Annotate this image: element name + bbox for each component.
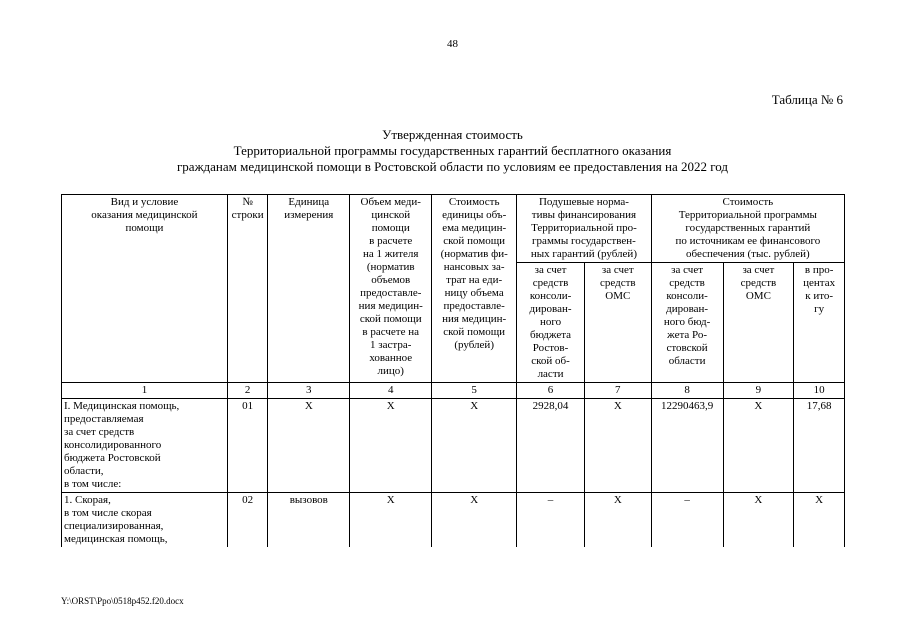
header-unit: Единица измерения xyxy=(268,195,350,383)
table-label: Таблица № 6 xyxy=(771,92,843,107)
file-path-footer: Y:\ORST\Ppo\0518p452.f20.docx xyxy=(61,596,184,606)
column-number: 2 xyxy=(227,383,267,399)
page-number: 48 xyxy=(447,38,458,50)
column-number: 6 xyxy=(517,383,585,399)
oms-cost-cell: X xyxy=(723,493,794,548)
header-row xyxy=(62,195,845,263)
title-line: гражданам медицинской помощи в Ростовской области по условиям ее предоставления на 2022 год xyxy=(176,159,729,174)
title-line: Территориальной программы государственных гарантий бесплатного оказания xyxy=(233,143,672,158)
column-number: 1 xyxy=(62,383,228,399)
oms-per-capita-cell: X xyxy=(584,493,651,548)
title-line: Утвержденная стоимость xyxy=(382,127,523,142)
header-volume: Объем меди- цинской помощи в расчете на 1 жителя (норматив объемов предоставле- ния медицин- ской помощи в расчете на 1 застра- хованное лицо) xyxy=(350,195,432,383)
unit-cell: вызовов xyxy=(268,493,350,548)
oms-per-capita-cell: X xyxy=(584,399,651,493)
header-percent-of-total: в про- центах к ито- гу xyxy=(794,263,845,383)
column-number: 7 xyxy=(584,383,651,399)
column-number: 9 xyxy=(723,383,794,399)
oms-cost-cell: X xyxy=(723,399,794,493)
unit-cost-cell: X xyxy=(432,493,517,548)
row-title: 1. Скорая, в том числе скорая специализированная, медицинская помощь, xyxy=(62,493,228,548)
header-regional-budget-per-capita: за счет средств консоли- дирован- ного бюджета Ростов- ской об- ласти xyxy=(517,263,585,383)
row-number-cell: 01 xyxy=(227,399,267,493)
volume-cell: X xyxy=(350,399,432,493)
cost-table xyxy=(61,194,845,547)
percent-cell: 17,68 xyxy=(794,399,845,493)
column-number: 8 xyxy=(651,383,723,399)
header-row-number: № строки xyxy=(227,195,267,383)
header-type-of-care: Вид и условие оказания медицинской помощи xyxy=(62,195,228,383)
regional-cost-cell: 12290463,9 xyxy=(651,399,723,493)
regional-cost-cell: – xyxy=(651,493,723,548)
header-oms-cost: за счет средств ОМС xyxy=(723,263,794,383)
column-number: 3 xyxy=(268,383,350,399)
unit-cell: X xyxy=(268,399,350,493)
regional-per-capita-cell: 2928,04 xyxy=(517,399,585,493)
header-regional-budget-cost: за счет средств консоли- дирован- ного бюд- жета Ро- стовской области xyxy=(651,263,723,383)
unit-cost-cell: X xyxy=(432,399,517,493)
row-number-cell: 02 xyxy=(227,493,267,548)
header-per-capita-group: Подушевые норма- тивы финансирования Территориальной про- граммы государствен- ных гарантий (рублей) xyxy=(517,195,652,263)
column-number: 4 xyxy=(350,383,432,399)
row-title: I. Медицинская помощь, предоставляемая за счет средств консолидированного бюджета Ростовской области, в том числе: xyxy=(62,399,228,493)
volume-cell: X xyxy=(350,493,432,548)
percent-cell: X xyxy=(794,493,845,548)
column-number-row xyxy=(62,383,845,399)
table-row xyxy=(62,399,845,493)
header-oms-per-capita: за счет средств ОМС xyxy=(584,263,651,383)
header-program-cost-group: Стоимость Территориальной программы государственных гарантий по источникам ее финансового обеспечения (тыс. рублей) xyxy=(651,195,844,263)
regional-per-capita-cell: – xyxy=(517,493,585,548)
document-title xyxy=(0,127,905,175)
header-unit-cost: Стоимость единицы объ- ема медицин- ской помощи (норматив фи- нансовых за- трат на еди- ницу объема предоставле- ния медицин- ской помощи (рублей) xyxy=(432,195,517,383)
table-row xyxy=(62,493,845,548)
column-number: 10 xyxy=(794,383,845,399)
column-number: 5 xyxy=(432,383,517,399)
